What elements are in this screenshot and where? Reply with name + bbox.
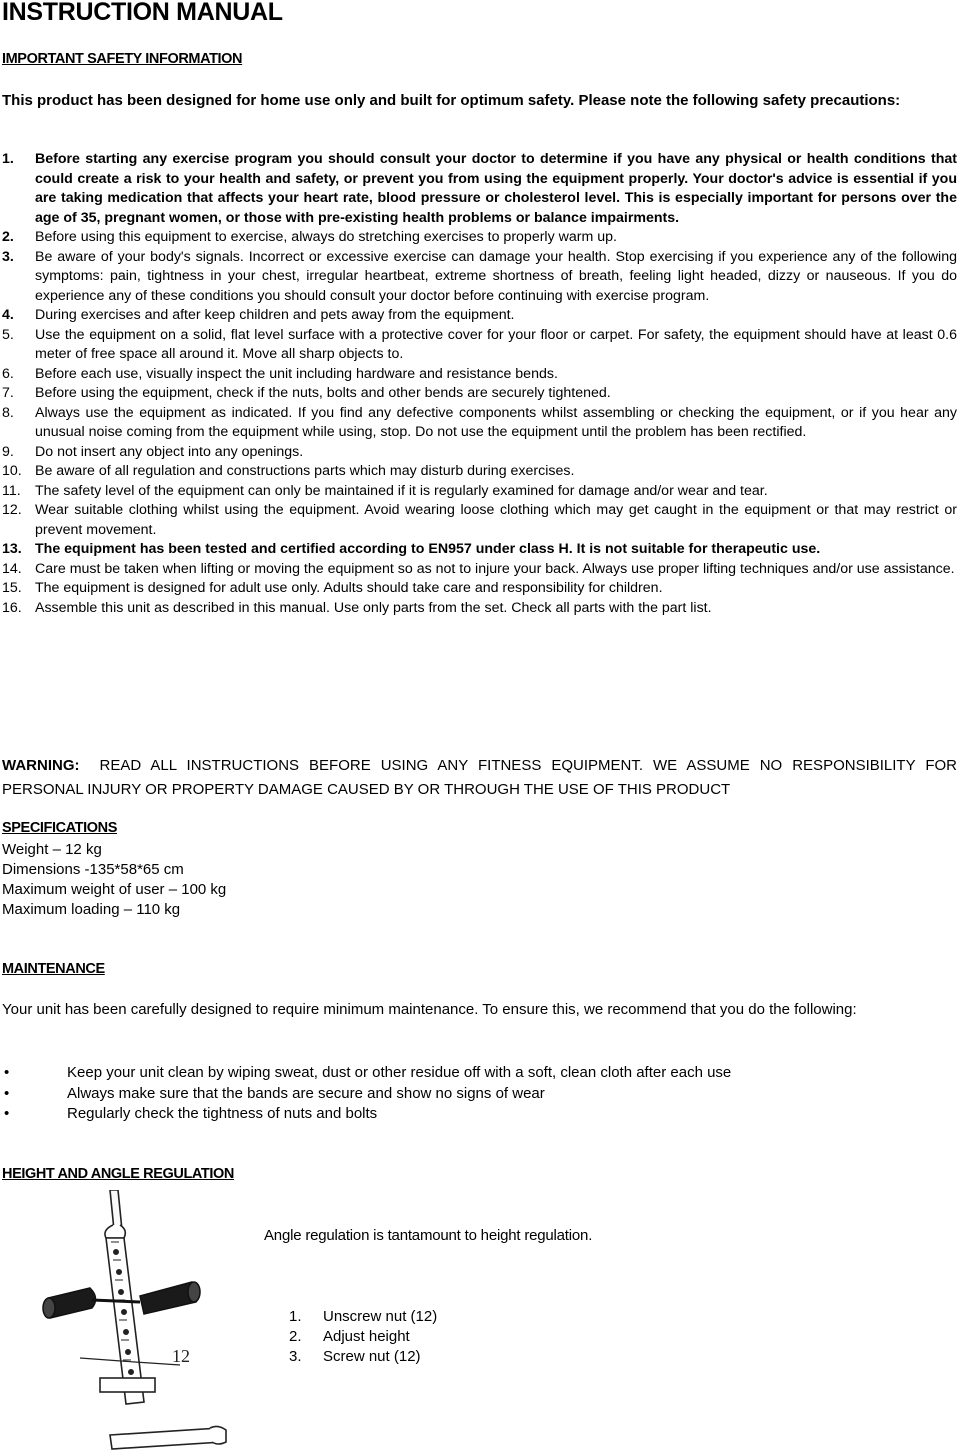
list-item-text: Keep your unit clean by wiping sweat, dust or other residue off with a soft, clean cloth after each use — [67, 1064, 732, 1081]
list-item — [289, 1347, 437, 1367]
safety-item — [2, 365, 957, 385]
item-text: Always use the equipment as indicated. If you find any defective components whilst assembling or checking the equipment, or if you hear any unusual noise coming from the equipment while using, stop. Do not use the equipment until the problem has been rectified. — [35, 404, 957, 440]
safety-item — [2, 540, 957, 560]
specifications-list — [2, 840, 226, 920]
safety-item — [2, 306, 957, 326]
step-text: Unscrew nut (12) — [323, 1308, 438, 1325]
safety-item — [2, 462, 957, 482]
list-item — [289, 1327, 437, 1347]
safety-item — [2, 599, 957, 619]
item-text: Be aware of your body's signals. Incorrect or excessive exercise can damage your health. Stop exercising if you experience any of the following symptoms: pain, tightness in your chest, irregular heartbeat, extreme shortness of breath, feeling light headed, dizzy or nauseous. If you do experience any of these conditions you should consult your doctor before continuing with exercise program. — [35, 248, 957, 304]
specifications-heading: SPECIFICATIONS — [2, 820, 117, 836]
safety-item — [2, 443, 957, 463]
spec-line: Maximum weight of user – 100 kg — [2, 881, 227, 898]
item-number: 15. — [2, 580, 22, 596]
item-number: 10. — [2, 463, 22, 479]
height-adjustment-diagram — [40, 1190, 260, 1456]
bullet-icon: • — [4, 1105, 10, 1122]
safety-item — [2, 248, 957, 307]
item-number: 7. — [2, 385, 14, 401]
item-text: Before using this equipment to exercise, always do stretching exercises to properly warm up. — [35, 229, 617, 245]
bullet-icon: • — [4, 1084, 10, 1102]
list-item — [289, 1307, 437, 1327]
page-title: INSTRUCTION MANUAL — [2, 0, 283, 26]
item-text: Before using the equipment, check if the nuts, bolts and other bends are securely tightened. — [35, 385, 611, 401]
item-number: 8. — [2, 404, 14, 421]
maintenance-heading: MAINTENANCE — [2, 961, 105, 977]
item-text: The safety level of the equipment can only be maintained if it is regularly examined for damage and/or wear and tear. — [35, 482, 768, 499]
list-item — [0, 1063, 731, 1084]
warning-notice — [2, 754, 957, 802]
item-number: 4. — [2, 307, 14, 323]
safety-item — [2, 579, 957, 599]
item-number: 1. — [2, 151, 14, 167]
step-text: Screw nut (12) — [323, 1348, 421, 1365]
item-number: 9. — [2, 443, 14, 460]
item-number: 12. — [2, 502, 22, 518]
item-text: Be aware of all regulation and constructions parts which may disturb during exercises. — [35, 463, 575, 479]
safety-item — [2, 560, 957, 580]
safety-item — [2, 150, 957, 228]
nut-label: 12 — [172, 1346, 190, 1366]
maintenance-list — [0, 1063, 731, 1125]
safety-item — [2, 326, 957, 365]
safety-list — [2, 150, 957, 618]
item-number: 13. — [2, 541, 22, 557]
item-number: 14. — [2, 560, 22, 577]
step-number: 1. — [289, 1308, 302, 1325]
item-number: 5. — [2, 326, 14, 343]
safety-intro: This product has been designed for home use only and built for optimum safety. Please note the following safety precautions: — [2, 92, 901, 109]
safety-item — [2, 501, 957, 540]
item-text: Assemble this unit as described in this manual. Use only parts from the set. Check all parts with the part list. — [35, 599, 712, 616]
spec-line: Maximum loading – 110 kg — [2, 901, 181, 918]
step-number: 3. — [289, 1348, 302, 1365]
item-text: Use the equipment on a solid, flat level surface with a protective cover for your floor or carpet. For safety, the equipment should have at least 0.6 meter of free space all around it. Move all sharp objects to. — [35, 326, 957, 362]
maintenance-intro: Your unit has been carefully designed to require minimum maintenance. To ensure this, we recommend that you do the following: — [2, 1001, 857, 1018]
item-text: The equipment has been tested and certified according to EN957 under class H. It is not suitable for therapeutic use. — [35, 541, 821, 557]
step-number: 2. — [289, 1328, 302, 1345]
frame-tube-icon — [80, 1190, 226, 1449]
item-text: Do not insert any object into any openings. — [35, 443, 304, 460]
list-item — [0, 1104, 731, 1125]
regulation-steps — [289, 1307, 437, 1367]
regulation-text: Angle regulation is tantamount to height regulation. — [264, 1227, 593, 1244]
warning-lead: WARNING: — [2, 757, 80, 774]
safety-item — [2, 384, 957, 404]
item-text: Wear suitable clothing whilst using the equipment. Avoid wearing loose clothing which may get caught in the equipment or that may restrict or prevent movement. — [35, 502, 957, 538]
regulation-heading: HEIGHT AND ANGLE REGULATION — [2, 1166, 234, 1182]
warning-text: READ ALL INSTRUCTIONS BEFORE USING ANY FITNESS EQUIPMENT. WE ASSUME NO RESPONSIBILITY FOR PERSONAL INJURY OR PROPERTY DAMAGE CAUSED BY OR THROUGH THE USE OF THIS PRODUCT — [2, 757, 957, 798]
item-text: Care must be taken when lifting or moving the equipment so as not to injure your back. Always use proper lifting techniques and/or use assistance. — [35, 560, 955, 577]
item-number: 11. — [2, 482, 21, 499]
safety-item — [2, 404, 957, 443]
item-number: 2. — [2, 229, 14, 245]
safety-heading: IMPORTANT SAFETY INFORMATION — [2, 51, 243, 67]
item-number: 6. — [2, 365, 14, 382]
safety-item — [2, 228, 957, 248]
item-number: 16. — [2, 599, 22, 616]
item-number: 3. — [2, 248, 14, 265]
bullet-icon: • — [4, 1064, 10, 1081]
item-text: During exercises and after keep children and pets away from the equipment. — [35, 307, 515, 323]
item-text: The equipment is designed for adult use only. Adults should take care and responsibility for children. — [35, 580, 663, 596]
list-item — [0, 1084, 731, 1105]
spec-line: Dimensions -135*58*65 cm — [2, 861, 184, 878]
list-item-text: Always make sure that the bands are secure and show no signs of wear — [67, 1084, 545, 1102]
item-text: Before each use, visually inspect the unit including hardware and resistance bends. — [35, 365, 558, 382]
list-item-text: Regularly check the tightness of nuts and bolts — [67, 1105, 378, 1122]
safety-item — [2, 482, 957, 502]
item-text: Before starting any exercise program you should consult your doctor to determine if you have any physical or health conditions that could create a risk to your health and safety, or prevent you from using the equipment properly. Your doctor's advice is essential if you are taking medication that affects your heart rate, blood pressure or cholesterol level. This is especially important for persons over the age of 35, pregnant women, or those with pre-existing health problems or balance impairments. — [35, 151, 957, 226]
step-text: Adjust height — [323, 1328, 410, 1345]
spec-line: Weight – 12 kg — [2, 841, 102, 858]
